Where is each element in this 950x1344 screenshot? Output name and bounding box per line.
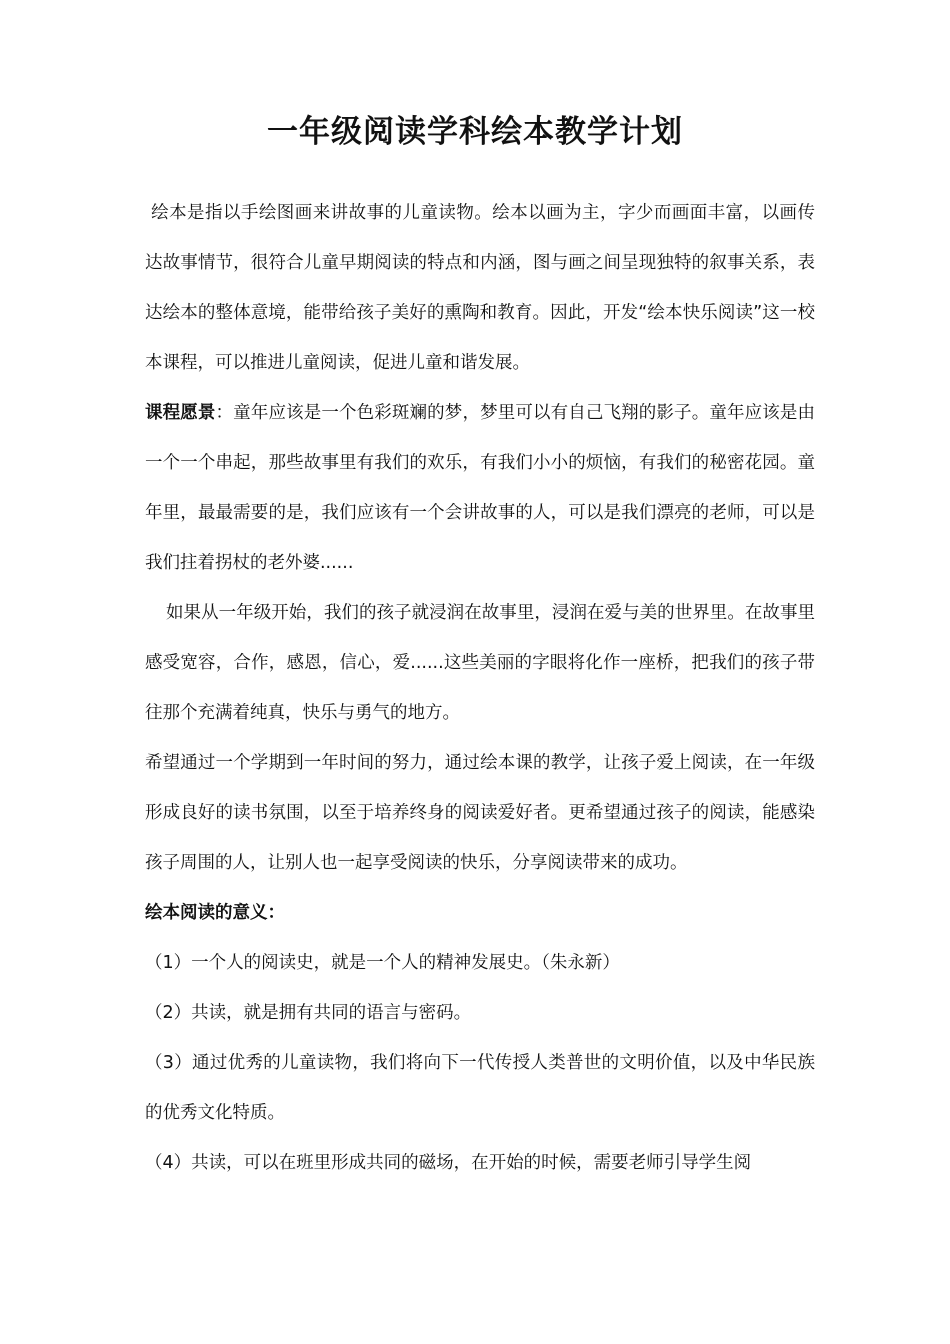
meaning-item-4: （4）共读，可以在班里形成共同的磁场，在开始的时候，需要老师引导学生阅 (145, 1153, 752, 1173)
intro-paragraph: 绘本是指以手绘图画来讲故事的儿童读物。绘本以画为主，字少而画面丰富，以画传达故事情节，很符合儿童早期阅读的特点和内涵，图与画之间呈现独特的叙事关系，表达绘本的整体意境，能带给孩子美好的熏陶和教育。因此，开发“绘本快乐阅读”这一校本课程，可以推进儿童阅读，促进儿童和谐发展。 (145, 203, 815, 373)
meaning-item-2: （2）共读，就是拥有共同的语言与密码。 (145, 1003, 472, 1023)
meaning-item-3: （3）通过优秀的儿童读物，我们将向下一代传授人类普世的文明价值，以及中华民族的优秀文化特质。 (145, 1053, 815, 1123)
meaning-item-1: （1）一个人的阅读史，就是一个人的精神发展史。（朱永新） (145, 953, 620, 973)
hope-paragraph: 希望通过一个学期到一年时间的努力，通过绘本课的教学，让孩子爱上阅读，在一年级形成良好的读书氛围，以至于培养终身的阅读爱好者。更希望通过孩子的阅读，能感染孩子周围的人，让别人也一起享受阅读的快乐，分享阅读带来的成功。 (145, 753, 815, 873)
vision-label: 课程愿景 (145, 403, 216, 423)
vision-text: ：童年应该是一个色彩斑斓的梦，梦里可以有自己飞翔的影子。童年应该是由一个一个串起，那些故事里有我们的欢乐，有我们小小的烦恼，有我们的秘密花园。童年里，最最需要的是，我们应该有一个会讲故事的人，可以是我们漂亮的老师，可以是我们拄着拐杖的老外婆...... (145, 403, 816, 573)
document-body (145, 188, 815, 1188)
vision-paragraph (145, 388, 815, 588)
page-title: 一年级阅读学科绘本教学计划 (267, 114, 683, 150)
meaning-heading: 绘本阅读的意义： (145, 903, 285, 923)
immerse-paragraph: 如果从一年级开始，我们的孩子就浸润在故事里，浸润在爱与美的世界里。在故事里感受宽容，合作，感恩，信心，爱......这些美丽的字眼将化作一座桥，把我们的孩子带往那个充满着纯真，快乐与勇气的地方。 (145, 603, 815, 723)
